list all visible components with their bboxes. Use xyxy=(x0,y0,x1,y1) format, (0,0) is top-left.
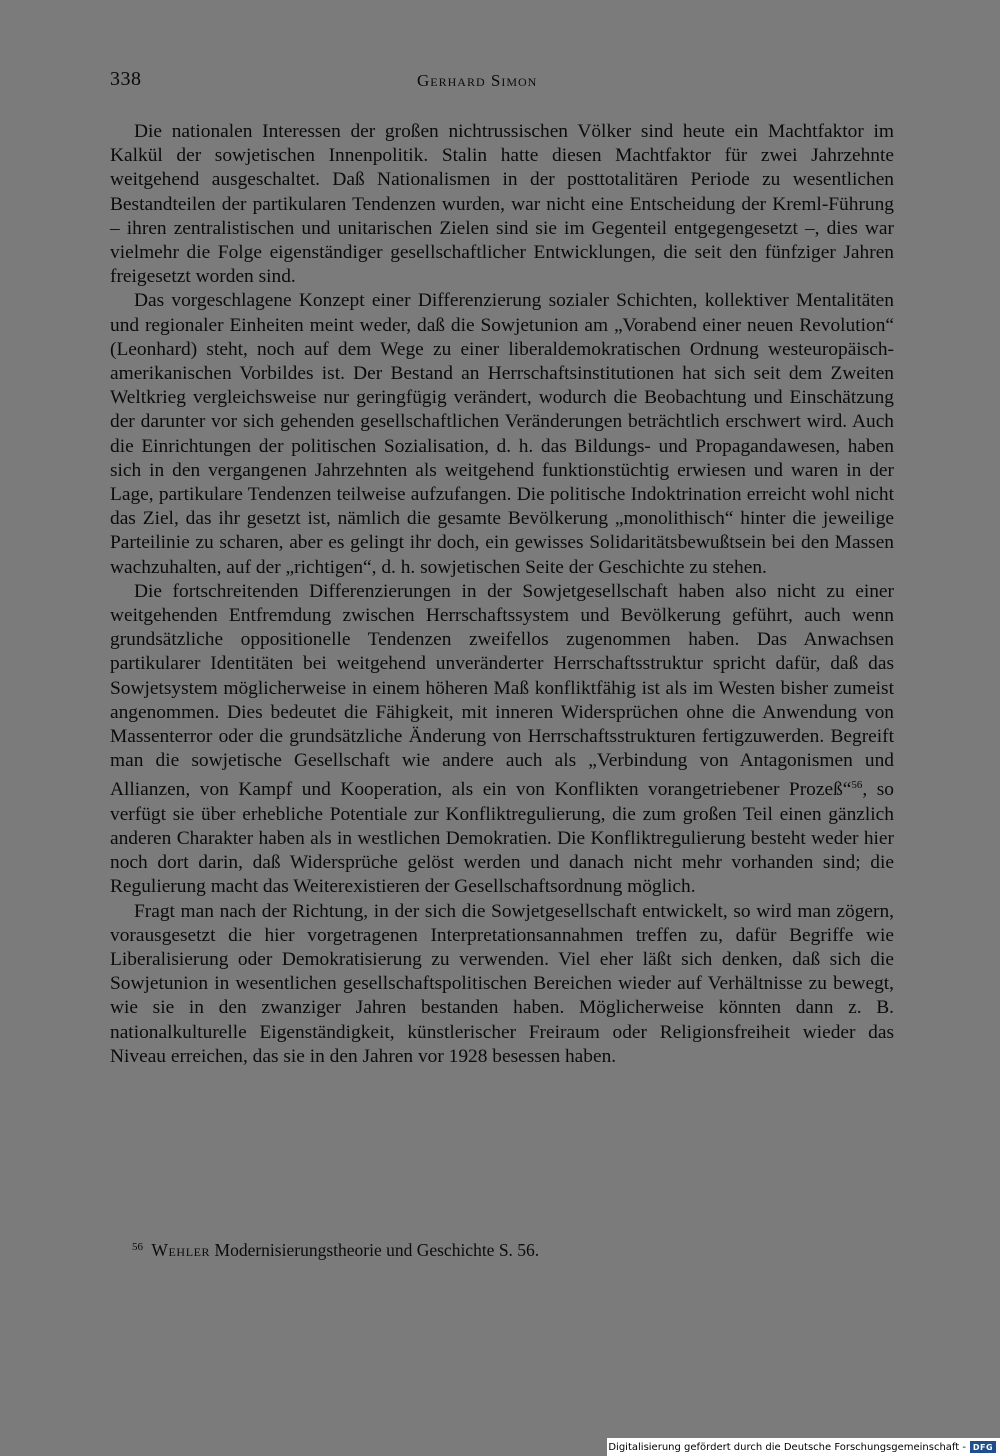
paragraph-1: Die nationalen Interessen der großen nichtrussischen Völker sind heute ein Machtfaktor im Kalkül der sowjetischen Innenpolitik. Stalin hatte diesen Machtfaktor für zwei Jahrzehnte weitgehend ausgeschaltet. Daß Nationalismen in der posttotalitären Periode zu wesentlichen Bestandteilen der partikularen Tendenzen wurden, war nicht eine Entscheidung der Kreml-Führung – ihren zentralistischen und unitarischen Zielen sind sie im Gegenteil entgegengesetzt –, dies war vielmehr die Folge eigenständiger gesellschaftlicher Entwicklungen, die seit den fünfziger Jahren freigesetzt worden sind. xyxy=(110,121,894,288)
paragraph-3-text-after: , so verfügt sie über erhebliche Potentiale zur Konfliktregulierung, die zum großen Teil einen gänzlich anderen Charakter haben als in westlichen Demokratien. Die Konfliktregulierung besteht weder hier noch dort darin, daß Widersprüche gelöst werden und danach nicht mehr vorhanden sind; die Regulierung macht das Weiterexistieren der Gesellschaftsordnung möglich. xyxy=(110,779,895,898)
paragraph-2: Das vorgeschlagene Konzept einer Differenzierung sozialer Schichten, kollektiver Mentalitäten und regionaler Einheiten meint weder, daß die Sowjetunion am „Vorabend einer neuen Revolution“ (Leonhard) steht, noch auf dem Wege zu einer liberaldemokratischen Ordnung westeuropäisch-amerikanischen Vorbildes ist. Der Bestand an Herrschaftsinstitutionen hat sich seit dem Zweiten Weltkrieg vergleichsweise nur geringfügig verändert, wodurch die Beobachtung und Einschätzung der darunter vor sich gehenden gesellschaftlichen Veränderungen beträchtlich erschwert wird. Auch die Einrichtungen der politischen Sozialisation, d. h. das Bildungs- und Propagandawesen, haben sich in den vergangenen Jahrzehnten als weitgehend funktionstüchtig erwiesen und waren in der Lage, partikulare Tendenzen teilweise aufzufangen. Die politische Indoktrination erreicht wohl nicht das Ziel, das ihr gesetzt ist, nämlich die gesamte Bevölkerung „monolithisch“ hinter die jeweilige Parteilinie zu scharen, aber es gelingt ihr doch, ein gewisses Solidaritätsbewußtsein bei den Massen wachzuhalten, auf der „richtigen“, d. h. sowjetischen Seite der Geschichte zu stehen. xyxy=(110,290,894,578)
footnote xyxy=(132,1236,894,1261)
footnote-author: Wehler xyxy=(151,1240,211,1260)
footnote-text: Modernisierungstheorie und Geschichte S. 56. xyxy=(214,1240,540,1260)
footnote-reference[interactable]: 56 xyxy=(851,779,863,792)
page-header xyxy=(110,68,894,98)
credit-text: Digitalisierung gefördert durch die Deutsche Forschungsgemeinschaft - xyxy=(608,1441,966,1453)
dfg-logo[interactable]: DFG xyxy=(970,1441,996,1453)
paragraph-3-text-before: Die fortschreitenden Differenzierungen in der Sowjetgesellschaft haben also nicht zu einer weitgehenden Entfremdung zwischen Herrschaftssystem und Bevölkerung geführt, auch wenn grundsätzliche oppositionelle Tendenzen zweifellos zugenommen haben. Das Anwachsen partikularer Identitäten bei weitgehend unveränderter Herrschaftsstruktur spricht dafür, daß das Sowjetsystem möglicherweise in einem höheren Maß konfliktfähig ist als im Westen bisher zumeist angenommen. Dies bedeutet die Fähigkeit, mit inneren Widersprüchen ohne die Anwendung von Massenterror oder die grundsätzliche Änderung von Herrschaftsstrukturen fertigzuwerden. Begreift man die sowjetische Gesellschaft wie andere auch als „Verbindung von Antagonismen und Allianzen, von Kampf und Kooperation, als ein von Konflikten vorangetriebener Prozeß“ xyxy=(110,580,894,801)
paragraph-4: Fragt man nach der Richtung, in der sich die Sowjetgesellschaft entwickelt, so wird man zögern, vorausgesetzt die hier vorgetragenen Interpretationsannahmen treffen zu, dafür Begriffe wie Liberalisierung oder Demokratisierung zu verwenden. Viel eher läßt sich denken, daß sich die Sowjetunion in wesentlichen gesellschaftspolitischen Bereichen wieder auf Verhältnisse zu bewegt, wie sie in den zwanziger Jahren bestanden haben. Möglicherweise könnten dann z. B. nationalkulturelle Eigenständigkeit, künstlerischer Freiraum oder Religionsfreiheit wieder das Niveau erreichen, das sie in den Jahren vor 1928 besessen haben. xyxy=(110,900,894,1067)
running-head: Gerhard Simon xyxy=(417,71,538,90)
body-text xyxy=(110,120,894,1069)
page-number: 338 xyxy=(110,68,142,90)
footnote-number: 56 xyxy=(132,1241,143,1253)
digitization-credit-bar xyxy=(607,1438,1000,1456)
paragraph-3 xyxy=(110,580,894,900)
